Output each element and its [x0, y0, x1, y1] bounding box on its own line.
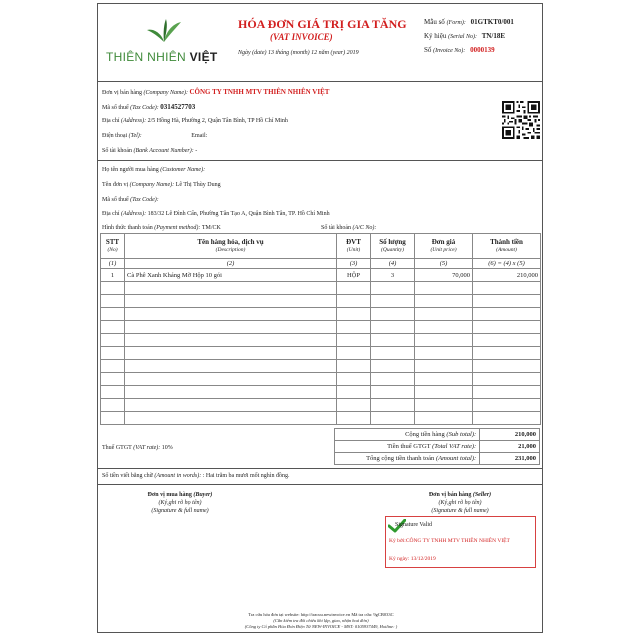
divider	[98, 468, 542, 469]
table-empty-row	[101, 360, 541, 373]
cell-unit: HỘP	[337, 269, 371, 282]
table-empty-row	[101, 295, 541, 308]
cell-quantity: 3	[371, 269, 415, 282]
invoice-subtitle: (VAT INVOICE)	[270, 32, 333, 42]
seller-phone-row: Điện thoại (Tel): Email:	[102, 133, 208, 139]
table-empty-row	[101, 386, 541, 399]
cell-description: Cà Phê Xanh Kháng Mỡ Hộp 10 gói	[125, 269, 337, 282]
col-header-no: STT (No)	[101, 234, 125, 259]
footer-lookup: Tra cứu hóa đơn tại website: http://tracuu.newinvoice.vn Mã tra cứu: 9gCB033C	[248, 612, 394, 617]
table-empty-row	[101, 282, 541, 295]
table-empty-row	[101, 412, 541, 425]
footer-provider: (Công ty Cổ phần Hóa Đơn Điện Tử NEW-INVOICE - MST: 0105937449, Hotline: )	[244, 624, 398, 629]
company-logo	[106, 16, 221, 72]
cell-amount: 210,000	[473, 269, 541, 282]
serial-number: Ký hiệu (Serial No): TN/18E	[424, 32, 506, 40]
items-table	[100, 233, 541, 425]
col-header-description: Tên hàng hóa, dịch vụ (Description)	[125, 234, 337, 259]
seller-address-row: Địa chỉ (Address): 2/5 Hồng Hà, Phường 2, Quận Tân Bình, TP Hồ Chí Minh	[102, 118, 288, 124]
stamp-signer: Ký bởi:CÔNG TY TNHH MTV THIÊN NHIÊN VIỆT	[389, 538, 510, 544]
invoice-date: Ngày (date) 13 tháng (month) 12 năm (year) 2019	[238, 50, 359, 56]
col-header-unit: ĐVT (Unit)	[337, 234, 371, 259]
qr-code-icon	[502, 101, 540, 139]
buyer-signature-block: Đơn vị mua hàng (Buyer) (Ký,ghi rõ họ tên) (Signature & full name)	[147, 492, 213, 514]
signature-stamp	[385, 516, 536, 568]
invoice-page	[97, 3, 543, 633]
table-empty-row	[101, 347, 541, 360]
cell-no: 1	[101, 269, 125, 282]
table-empty-row	[101, 308, 541, 321]
buyer-address-row: Địa chỉ (Address): 183/32 Lê Đình Cẩn, Phường Tân Tạo A, Quận Bình Tân, TP. Hồ Chí Minh	[102, 211, 330, 217]
invoice-title: HÓA ĐƠN GIÁ TRỊ GIA TĂNG	[238, 17, 407, 31]
col-header-amount: Thành tiền (Amount)	[473, 234, 541, 259]
brand-name-part1: THIÊN NHIÊN	[106, 50, 186, 64]
col-header-quantity: Số lượng (Quantity)	[371, 234, 415, 259]
seller-bank-row: Số tài khoản (Bank Account Number): -	[102, 148, 198, 154]
table-empty-row	[101, 334, 541, 347]
amount-in-words: Số tiền viết bằng chữ (Amount in words): : Hai trăm ba mươi mốt nghìn đồng.	[102, 473, 290, 479]
buyer-tax-row: Mã số thuế (Tax Code):	[102, 197, 159, 203]
footer-note: (Cần kiểm tra đối chiếu khi lập, giao, nhận hoá đơn)	[273, 618, 369, 623]
subtotal-value: 210,000	[480, 429, 540, 441]
table-empty-row	[101, 399, 541, 412]
seller-name-row: Đơn vị bán hàng (Company Name): CÔNG TY TNHH MTV THIÊN NHIÊN VIỆT	[102, 88, 330, 96]
vat-amount-row: Tiền thuế GTGT (Total VAT rate): 21,000	[335, 441, 540, 453]
buyer-payment-row: Hình thức thanh toán (Payment method): TM/CK	[102, 225, 221, 231]
table-numbering-row: (1) (2) (3) (4) (5) (6) = (4) x (5)	[101, 259, 541, 269]
divider	[98, 484, 542, 485]
stamp-date: Ký ngày: 13/12/2019	[389, 556, 436, 562]
buyer-account-row: Số tài khoản (A/C No):	[321, 225, 377, 231]
table-header-row	[101, 234, 541, 259]
divider	[98, 81, 542, 82]
totals-table	[334, 428, 540, 465]
buyer-company-row: Tên đơn vị (Company Name): Lê Thị Thùy Dung	[102, 182, 221, 188]
buyer-customer-row: Họ tên người mua hàng (Customer Name):	[102, 167, 206, 173]
brand-name-part2: VIỆT	[189, 50, 218, 64]
leaf-icon	[144, 18, 184, 44]
cell-unit-price: 70,000	[415, 269, 473, 282]
vat-amount-value: 21,000	[480, 441, 540, 453]
table-row	[101, 269, 541, 282]
seller-signature-block: Đơn vị bán hàng (Seller) (Ký,ghi rõ họ tên) (Signature & full name)	[428, 492, 492, 514]
seller-tax-row: Mã số thuế (Tax Code): 0314527703	[102, 103, 196, 111]
table-empty-row	[101, 373, 541, 386]
col-header-unit-price: Đơn giá (Unit price)	[415, 234, 473, 259]
grand-total-row: Tổng cộng tiền thanh toán (Amount total): 231,000	[335, 453, 540, 465]
invoice-number: Số (Invoice No): 0000139	[424, 46, 495, 54]
vat-rate: Thuế GTGT (VAT rate): 10%	[102, 445, 173, 451]
grand-total-value: 231,000	[480, 453, 540, 465]
subtotal-row: Cộng tiền hàng (Sub total): 210,000	[335, 429, 540, 441]
table-empty-row	[101, 321, 541, 334]
divider	[98, 160, 542, 161]
form-number: Mẫu số (Form): 01GTKT0/001	[424, 18, 514, 26]
stamp-title: Signature Valid	[395, 522, 433, 528]
